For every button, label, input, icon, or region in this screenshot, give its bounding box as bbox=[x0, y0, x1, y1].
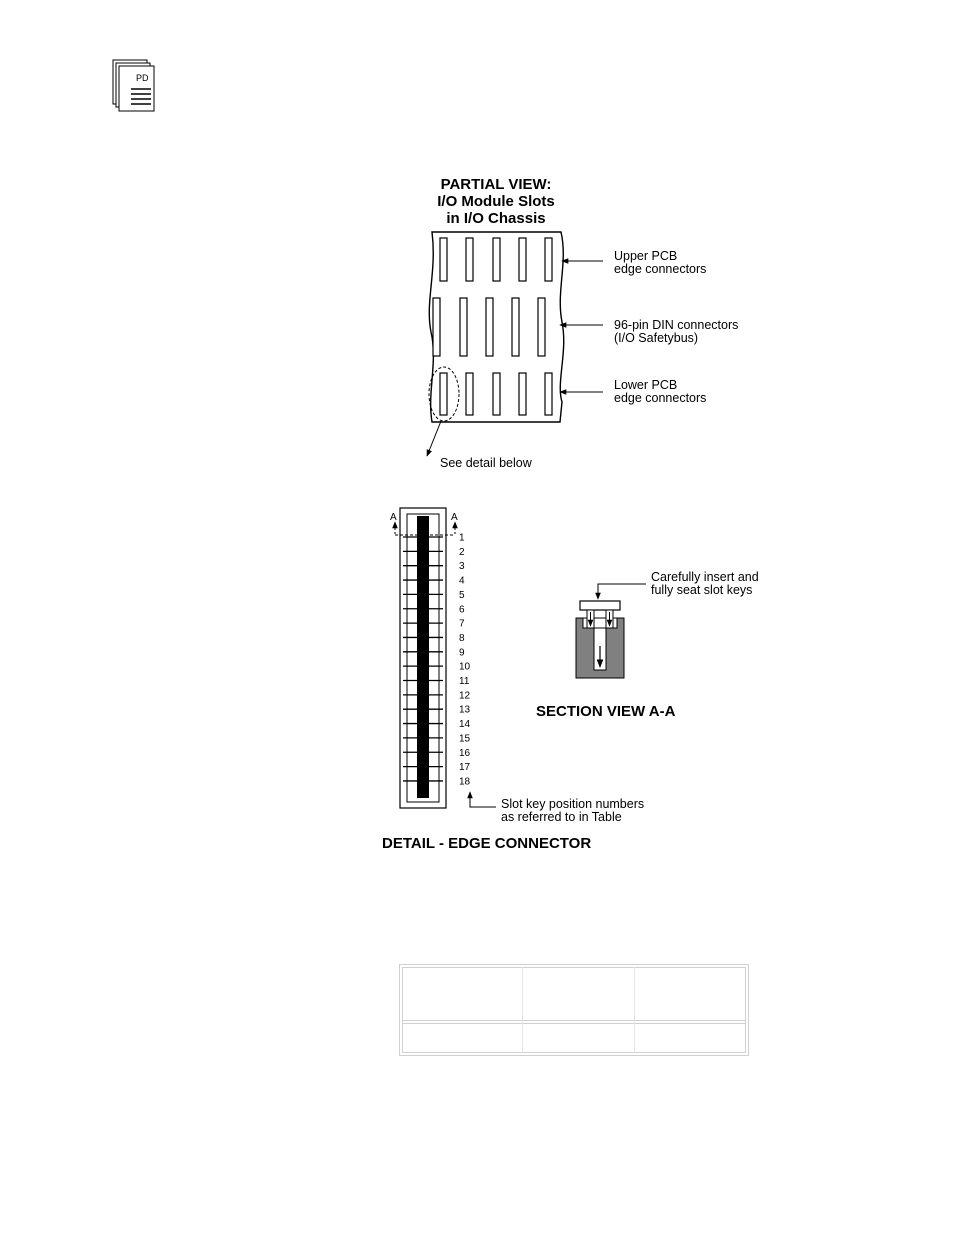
slot-number-label: 11 bbox=[459, 676, 470, 687]
lower-callout-line-1: Lower PCB bbox=[614, 378, 678, 392]
slot-number-label: 18 bbox=[459, 776, 471, 788]
slot-number-label: 3 bbox=[459, 561, 465, 573]
lower-callout-line-2: edge connectors bbox=[614, 391, 707, 405]
slot-number-label: 16 bbox=[459, 747, 471, 759]
slot-number-label: 7 bbox=[459, 618, 465, 630]
document-logo-icon bbox=[113, 60, 154, 111]
slot-number-label: 1 bbox=[459, 532, 465, 544]
section-callout-line-2: fully seat slot keys bbox=[651, 583, 753, 597]
detail-arrow bbox=[427, 421, 441, 456]
partial-view-title-line-3: in I/O Chassis bbox=[446, 210, 546, 227]
din-callout-line-1: 96-pin DIN connectors bbox=[614, 318, 739, 332]
slot-number-label: 4 bbox=[459, 575, 465, 587]
slot-key-callout-arrow bbox=[470, 792, 496, 807]
section-callout-arrow bbox=[598, 584, 646, 599]
slot-number-label: 9 bbox=[459, 647, 465, 659]
slot-number-label: 10 bbox=[459, 661, 471, 673]
slot-number-label: 13 bbox=[459, 704, 471, 716]
edge-connector-title: DETAIL - EDGE CONNECTOR bbox=[382, 835, 592, 852]
slot-key-callout-line-2: as referred to in Table bbox=[501, 810, 622, 824]
slot-number-labels bbox=[459, 533, 471, 788]
section-marker-left-label: A bbox=[390, 512, 397, 523]
slot-number-label: 5 bbox=[459, 589, 465, 601]
edge-connector bbox=[400, 508, 446, 808]
slot-number-label: 2 bbox=[459, 546, 465, 558]
partial-view-title-line-1: PARTIAL VIEW: bbox=[440, 176, 552, 193]
section-view-drawing bbox=[576, 601, 624, 678]
slot-number-label: 12 bbox=[459, 690, 471, 702]
section-marker-a-left bbox=[390, 512, 397, 534]
logo-text: PD bbox=[136, 73, 149, 83]
upper-callout-line-1: Upper PCB bbox=[614, 249, 678, 263]
slot-number-label: 8 bbox=[459, 632, 465, 644]
slot-number-label: 15 bbox=[459, 733, 471, 745]
upper-callout-line-2: edge connectors bbox=[614, 262, 707, 276]
section-marker-a-right bbox=[451, 512, 458, 534]
slot-key-callout-line-1: Slot key position numbers bbox=[501, 797, 645, 811]
section-callout-line-1: Carefully insert and bbox=[651, 570, 759, 584]
reference-table bbox=[400, 965, 749, 1056]
see-detail-label: See detail below bbox=[440, 456, 532, 470]
slot-number-label: 14 bbox=[459, 719, 471, 731]
din-callout-line-2: (I/O Safetybus) bbox=[614, 331, 699, 345]
section-marker-right-label: A bbox=[451, 512, 458, 523]
partial-view-title-line-2: I/O Module Slots bbox=[437, 193, 555, 210]
slot-number-label: 6 bbox=[459, 604, 465, 616]
section-view-title: SECTION VIEW A-A bbox=[536, 703, 676, 720]
slot-number-label: 17 bbox=[459, 762, 471, 774]
partial-view-title bbox=[437, 176, 555, 227]
